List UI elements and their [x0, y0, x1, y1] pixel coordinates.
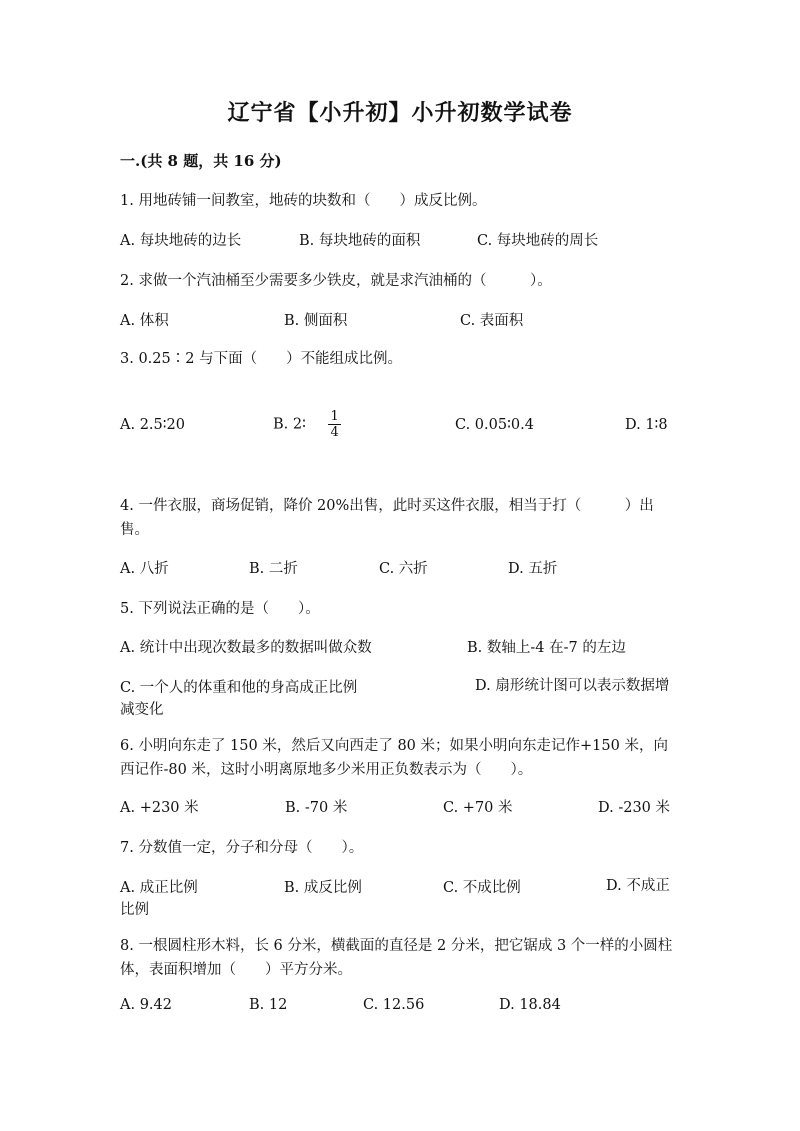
question-1-option-a: A. 每块地砖的边长 [120, 233, 242, 249]
question-7-option-a: A. 成正比例 [120, 880, 198, 896]
question-8-option-a: A. 9.42 [120, 997, 172, 1013]
question-5-option-b: B. 数轴上-4 在-7 的左边 [467, 640, 626, 656]
question-4-option-b: B. 二折 [249, 561, 298, 577]
question-7-option-c: C. 不成比例 [443, 880, 521, 896]
question-3-option-c: C. 0.05∶0.4 [455, 417, 534, 433]
question-6-option-a: A. +230 米 [120, 800, 199, 816]
question-1-stem: 1. 用地砖铺一间教室，地砖的块数和（ ）成反比例。 [120, 193, 487, 209]
question-2-stem: 2. 求做一个汽油桶至少需要多少铁皮，就是求汽油桶的（ ）。 [120, 273, 552, 289]
question-6-option-d: D. -230 米 [598, 800, 671, 816]
question-2-option-c: C. 表面积 [460, 313, 524, 329]
question-4-option-d: D. 五折 [508, 561, 558, 577]
question-6-option-c: C. +70 米 [443, 800, 513, 816]
section-heading: 一.(共 8 题，共 16 分) [120, 152, 282, 170]
question-5-stem: 5. 下列说法正确的是（ ）。 [120, 601, 320, 617]
question-4-option-c: C. 六折 [379, 561, 428, 577]
question-5-option-a: A. 统计中出现次数最多的数据叫做众数 [120, 640, 372, 656]
question-2-option-a: A. 体积 [120, 313, 169, 329]
question-4-stem: 4. 一件衣服，商场促销，降价 20%出售，此时买这件衣服，相当于打（ ）出售。 [120, 498, 654, 538]
question-6-option-b: B. -70 米 [285, 800, 348, 816]
fraction-denominator: 4 [330, 425, 339, 440]
question-3-stem: 3. 0.25∶2 与下面（ ）不能组成比例。 [120, 351, 403, 367]
question-6-stem: 6. 小明向东走了 150 米，然后又向西走了 80 米；如果小明向东走记作+150 米，向西记作-80 米，这时小明离原地多少米用正负数表示为（ ）。 [120, 738, 668, 778]
question-1-option-c: C. 每块地砖的周长 [477, 233, 599, 249]
question-7-stem: 7. 分数值一定，分子和分母（ ）。 [120, 840, 364, 856]
question-3-option-d: D. 1∶8 [625, 417, 668, 433]
fraction-one-quarter [328, 409, 340, 440]
question-4-option-a: A. 八折 [120, 561, 169, 577]
question-7-option-b: B. 成反比例 [284, 880, 362, 896]
question-8-option-c: C. 12.56 [363, 997, 425, 1013]
fraction-numerator: 1 [330, 409, 339, 424]
question-7-option-d: D. 不成正比例 [120, 878, 670, 918]
question-3-option-a: A. 2.5∶20 [120, 417, 185, 433]
question-8-option-d: D. 18.84 [499, 997, 561, 1013]
question-3-option-b [273, 409, 341, 440]
question-2-option-b: B. 侧面积 [284, 313, 348, 329]
question-5-option-c: C. 一个人的体重和他的身高成正比例 [120, 680, 358, 696]
question-5-option-d: D. 扇形统计图可以表示数据增减变化 [120, 678, 670, 718]
question-8-stem: 8. 一根圆柱形木料，长 6 分米，横截面的直径是 2 分米，把它锯成 3 个一样的小圆柱体，表面积增加（ ）平方分米。 [120, 938, 673, 978]
page-title: 辽宁省【小升初】小升初数学试卷 [227, 100, 573, 126]
question-3-option-b-label: B. 2∶ [273, 416, 306, 433]
question-8-option-b: B. 12 [249, 997, 288, 1013]
question-1-option-b: B. 每块地砖的面积 [299, 233, 421, 249]
